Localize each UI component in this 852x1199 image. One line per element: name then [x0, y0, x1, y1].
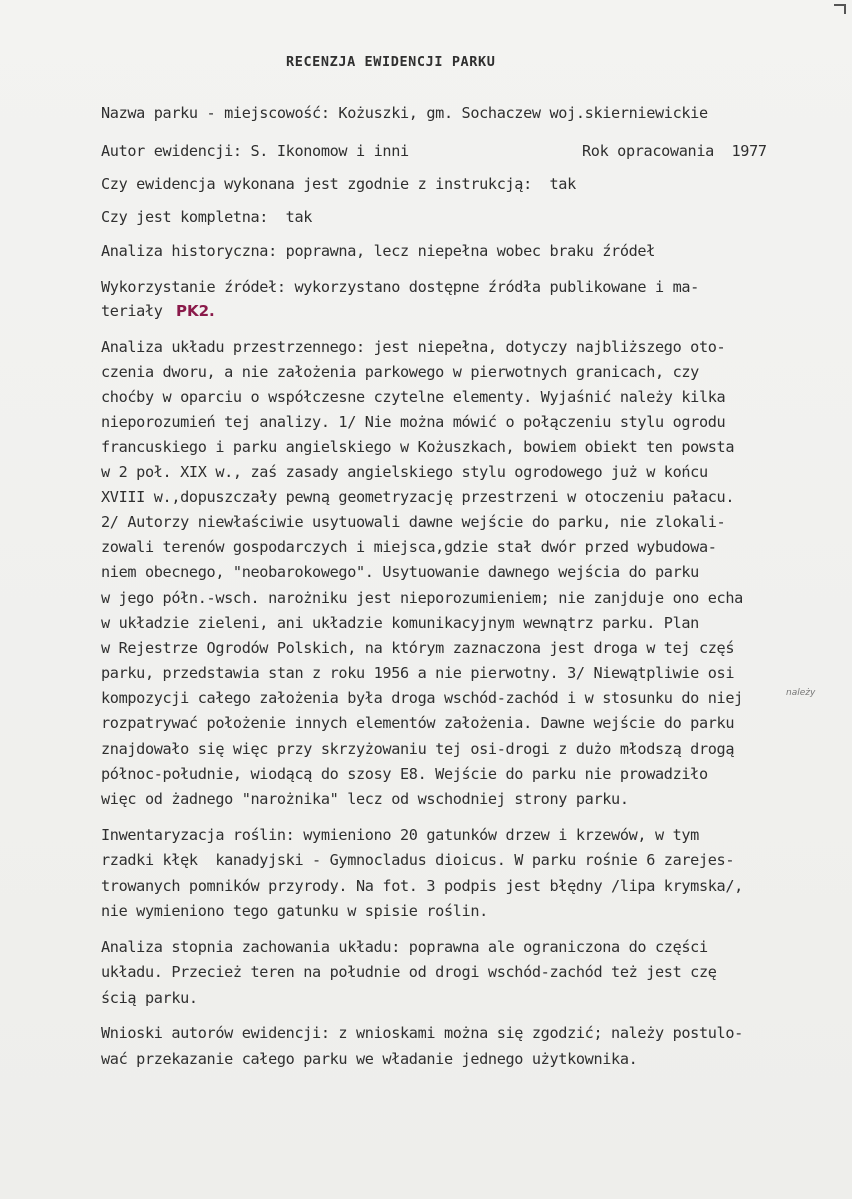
spatial-analysis-line: parku, przedstawia stan z roku 1956 a nie pierwotny. 3/ Niewątpliwie osi — [101, 664, 735, 682]
spatial-analysis-line: Analiza układu przestrzennego: jest niepełna, dotyczy najbliższego oto- — [101, 338, 726, 356]
year-line: Rok opracowania 1977 — [582, 142, 767, 160]
instruction-line: Czy ewidencja wykonana jest zgodnie z instrukcją: tak — [101, 175, 576, 193]
historical-analysis-line: Analiza historyczna: poprawna, lecz niepełna wobec braku źródeł — [101, 242, 656, 260]
spatial-analysis-line: czenia dworu, a nie założenia parkowego w pierwotnych granicach, czy — [101, 363, 699, 381]
sources-line: Wykorzystanie źródeł: wykorzystano dostępne źródła publikowane i ma- — [101, 278, 699, 296]
spatial-analysis-line: niem obecnego, "neobarokowego". Usytuowanie dawnego wejścia do parku — [101, 563, 699, 581]
inventory-line: trowanych pomników przyrody. Na fot. 3 podpis jest błędny /lipa krymska/, — [101, 877, 743, 895]
document-title: RECENZJA EWIDENCJI PARKU — [286, 54, 496, 70]
spatial-analysis-line: północ-południe, wiodącą do szosy E8. Wejście do parku nie prowadziło — [101, 765, 708, 783]
inventory-line: Inwentaryzacja roślin: wymieniono 20 gatunków drzew i krzewów, w tym — [101, 826, 699, 844]
spatial-analysis-line: rozpatrywać położenie innych elementów założenia. Dawne wejście do parku — [101, 714, 735, 732]
spatial-analysis-line: francuskiego i parku angielskiego w Kożuszkach, bowiem obiekt ten powsta — [101, 438, 735, 456]
inventory-line: rzadki kłęk kanadyjski - Gymnocladus dioicus. W parku rośnie 6 zarejes- — [101, 851, 735, 869]
park-name-line: Nazwa parku - miejscowość: Kożuszki, gm. Sochaczew woj.skierniewickie — [101, 104, 708, 122]
spatial-analysis-line: 2/ Autorzy niewłaściwie usytuowali dawne wejście do parku, nie zlokali- — [101, 513, 726, 531]
spatial-analysis-line: nieporozumień tej analizy. 1/ Nie można mówić o połączeniu stylu ogrodu — [101, 413, 726, 431]
spatial-analysis-line: więc od żadnego "narożnika" lecz od wschodniej strony parku. — [101, 790, 629, 808]
complete-line: Czy jest kompletna: tak — [101, 208, 313, 226]
spatial-analysis-line: XVIII w.,dopuszczały pewną geometryzację przestrzeni w otoczeniu pałacu. — [101, 488, 735, 506]
preservation-line: Analiza stopnia zachowania układu: poprawna ale ograniczona do części — [101, 938, 708, 956]
spatial-analysis-line: w Rejestrze Ogrodów Polskich, na którym zaznaczona jest droga w tej częś — [101, 639, 735, 657]
inventory-line: nie wymieniono tego gatunku w spisie roślin. — [101, 902, 488, 920]
corner-mark — [834, 4, 846, 14]
preservation-line: układu. Przecież teren na południe od drogi wschód-zachód też jest czę — [101, 963, 717, 981]
spatial-analysis-line: w jego półn.-wsch. narożniku jest nieporozumieniem; nie zanjduje ono echa — [101, 589, 743, 607]
sources-line-continued: teriały — [101, 302, 163, 320]
spatial-analysis-line: znajdowało się więc przy skrzyżowaniu tej osi-drogi z dużo młodszą drogą — [101, 740, 735, 758]
conclusions-line: Wnioski autorów ewidencji: z wnioskami można się zgodzić; należy postulo- — [101, 1024, 743, 1042]
preservation-line: ścią parku. — [101, 989, 198, 1007]
author-line: Autor ewidencji: S. Ikonomow i inni — [101, 142, 409, 160]
spatial-analysis-line: w układzie zieleni, ani układzie komunikacyjnym wewnątrz parku. Plan — [101, 614, 699, 632]
pencil-note: należy — [786, 688, 816, 698]
handwritten-annotation: PK2. — [176, 302, 215, 320]
spatial-analysis-line: w 2 poł. XIX w., zaś zasady angielskiego stylu ogrodowego już w końcu — [101, 463, 708, 481]
spatial-analysis-line: zowali terenów gospodarczych i miejsca,gdzie stał dwór przed wybudowa- — [101, 538, 717, 556]
spatial-analysis-line: kompozycji całego założenia była droga wschód-zachód i w stosunku do niej — [101, 689, 743, 707]
conclusions-line: wać przekazanie całego parku we władanie jednego użytkownika. — [101, 1050, 638, 1068]
spatial-analysis-line: choćby w oparciu o współczesne czytelne elementy. Wyjaśnić należy kilka — [101, 388, 726, 406]
